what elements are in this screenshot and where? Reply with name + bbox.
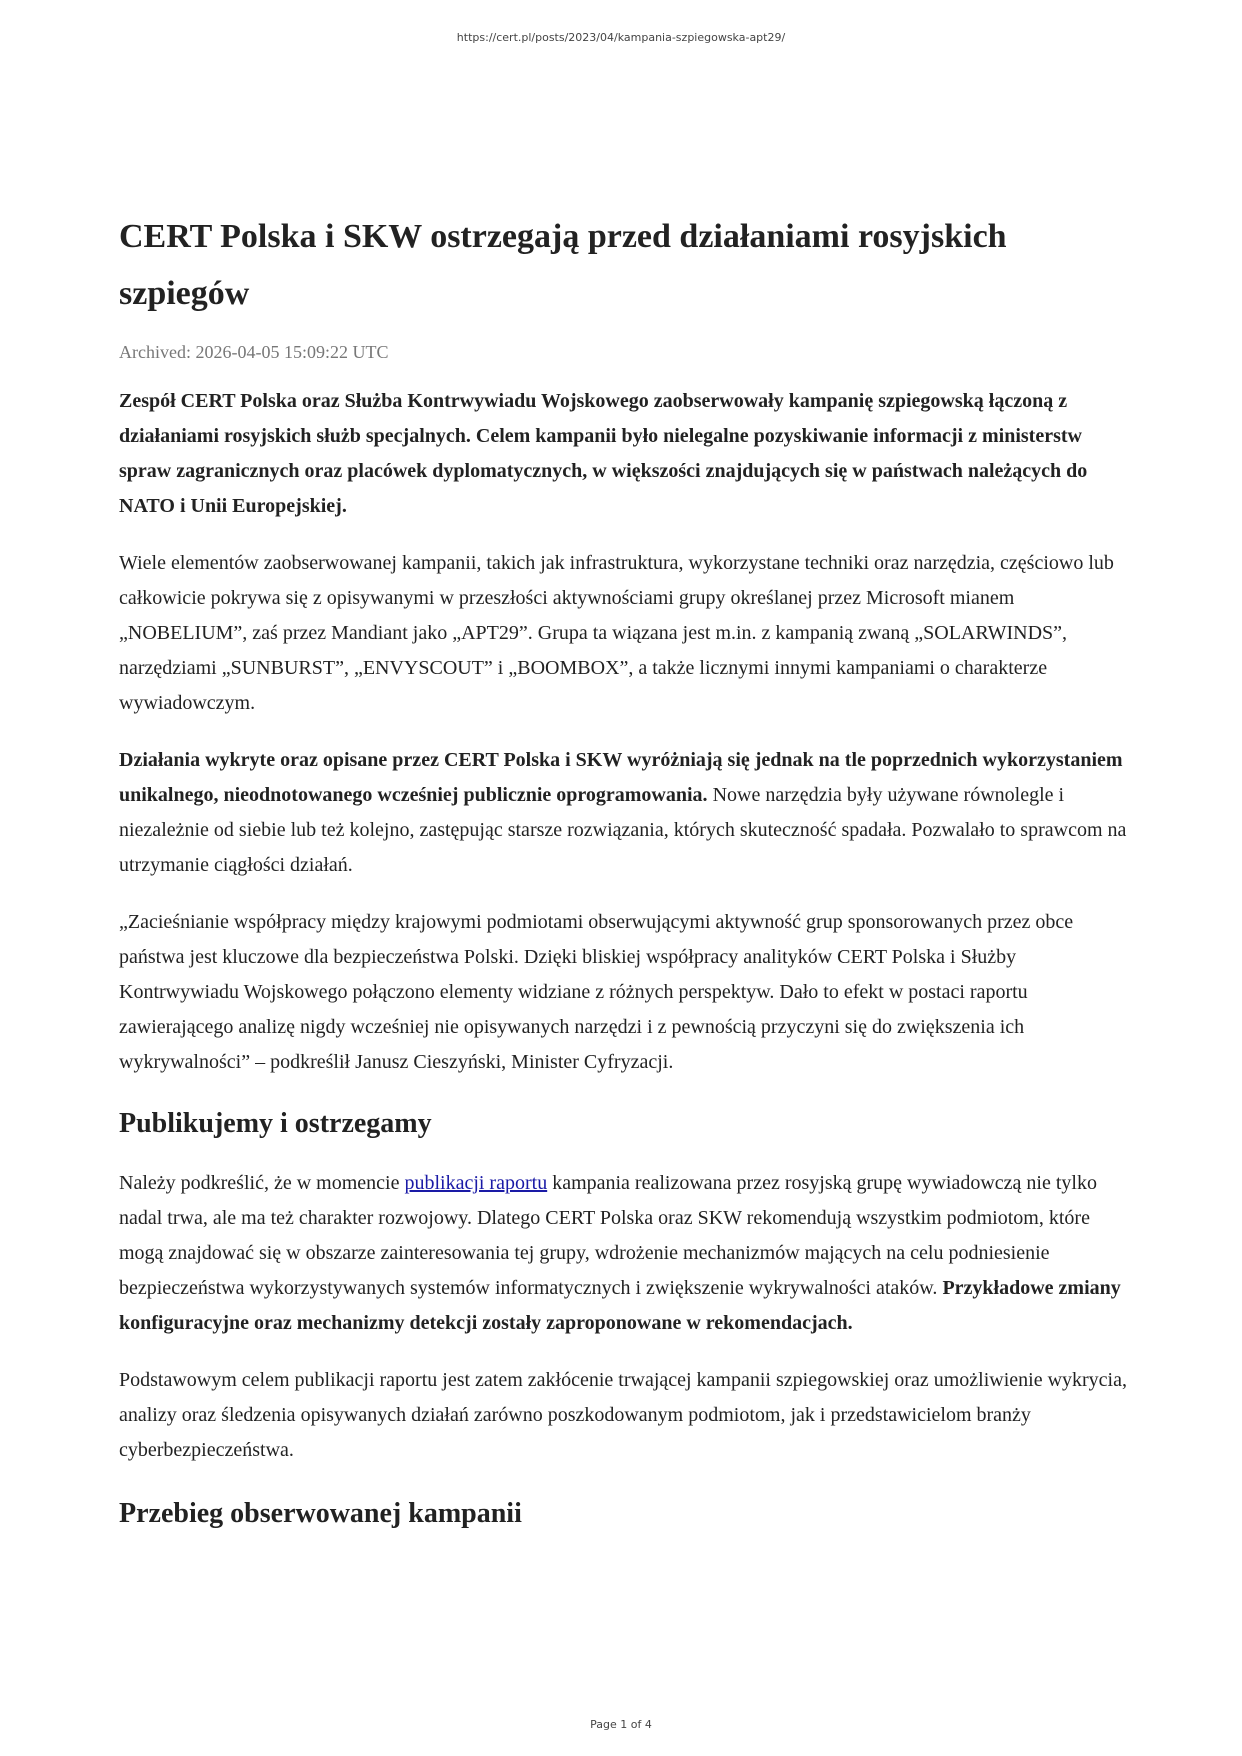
paragraph-bold-part: Działania wykryte oraz opisane przez CERT Polska i SKW wyróżniają się jednak na tle poprzednich wykorzystaniem unikalnego, nieodnotowanego wcześniej publicznie oprogramowania. [119,749,1123,806]
page-number: Page 1 of 4 [590,1718,652,1731]
paragraph-rest: Nowe narzędzia były używane równolegle i niezależnie od siebie lub też kolejno, zastępując starsze rozwiązania, których skuteczność spadała. Pozwalało to sprawcom na utrzymanie ciągłości działań. [119,784,1127,876]
archived-timestamp: Archived: 2026-04-05 15:09:22 UTC [119,342,389,362]
text-after-link: kampania realizowana przez rosyjską grupę wywiadowczą nie tylko nadal trwa, ale ma też charakter rozwojowy. Dlatego CERT Polska oraz SKW rekomendują wszystkim podmiotom, które mogą znajdować się w obszarze zainteresowania tej grupy, wdrożenie mechanizmów mających na celu podniesienie bezpieczeństwa wykorzystywanych systemów informatycznych i zwiększenie wykrywalności ataków. [119,1172,1097,1299]
recommendations-bold: Przykładowe zmiany konfiguracyjne oraz mechanizmy detekcji zostały zaproponowane w rekomendacjach. [119,1277,1121,1334]
text-before-link: Należy podkreślić, że w momencie [119,1172,405,1194]
article-lead [119,384,1129,524]
page-url-header: https://cert.pl/posts/2023/04/kampania-szpiegowska-apt29/ [456,31,786,44]
section-heading-przebieg: Przebieg obserwowanej kampanii [119,1498,522,1529]
report-publication-link[interactable]: publikacji raportu [404,1172,548,1194]
paragraph-unique-software [119,743,1129,883]
article-title: CERT Polska i SKW ostrzegają przed działaniami rosyjskich szpiegów [119,218,1007,312]
section-heading-publikujemy: Publikujemy i ostrzegamy [119,1108,432,1139]
paragraph-minister-quote: „Zacieśnianie współpracy między krajowymi podmiotami obserwującymi aktywność grup sponsorowanych przez obce państwa jest kluczowe dla bezpieczeństwa Polski. Dzięki bliskiej współpracy analityków CERT Polska i Służby Kontrwywiadu Wojskowego połączono elementy widziane z różnych perspektyw. Dało to efekt w postaci raportu zawierającego analizę nigdy wcześniej nie opisywanych narzędzi i z pewnością przyczyni się do zwiększenia ich wykrywalności” – podkreślił Janusz Cieszyński, Minister Cyfryzacji. [119,911,1074,1073]
paragraph-nobelium: Wiele elementów zaobserwowanej kampanii, takich jak infrastruktura, wykorzystane techniki oraz narzędzia, częściowo lub całkowicie pokrywa się z opisywanymi w przeszłości aktywnościami grupy określanej przez Microsoft mianem „NOBELIUM”, zaś przez Mandiant jako „APT29”. Grupa ta wiązana jest m.in. z kampanią zwaną „SOLARWINDS”, narzędziami „SUNBURST”, „ENVYSCOUT” i „BOOMBOX”, a także licznymi innymi kampaniami o charakterze wywiadowczym. [119,552,1114,714]
paragraph-report-warning [119,1166,1129,1341]
paragraph-report-goal: Podstawowym celem publikacji raportu jest zatem zakłócenie trwającej kampanii szpiegowskiej oraz umożliwienie wykrycia, analizy oraz śledzenia opisywanych działań zarówno poszkodowanym podmiotom, jak i przedstawicielom branży cyberbezpieczeństwa. [119,1369,1127,1461]
article [119,208,1129,1534]
lead-text: Zespół CERT Polska oraz Służba Kontrwywiadu Wojskowego zaobserwowały kampanię szpiegowską łączoną z działaniami rosyjskich służb specjalnych. Celem kampanii było nielegalne pozyskiwanie informacji z ministerstw spraw zagranicznych oraz placówek dyplomatycznych, w większości znajdujących się w państwach należących do NATO i Unii Europejskiej. [119,390,1088,517]
